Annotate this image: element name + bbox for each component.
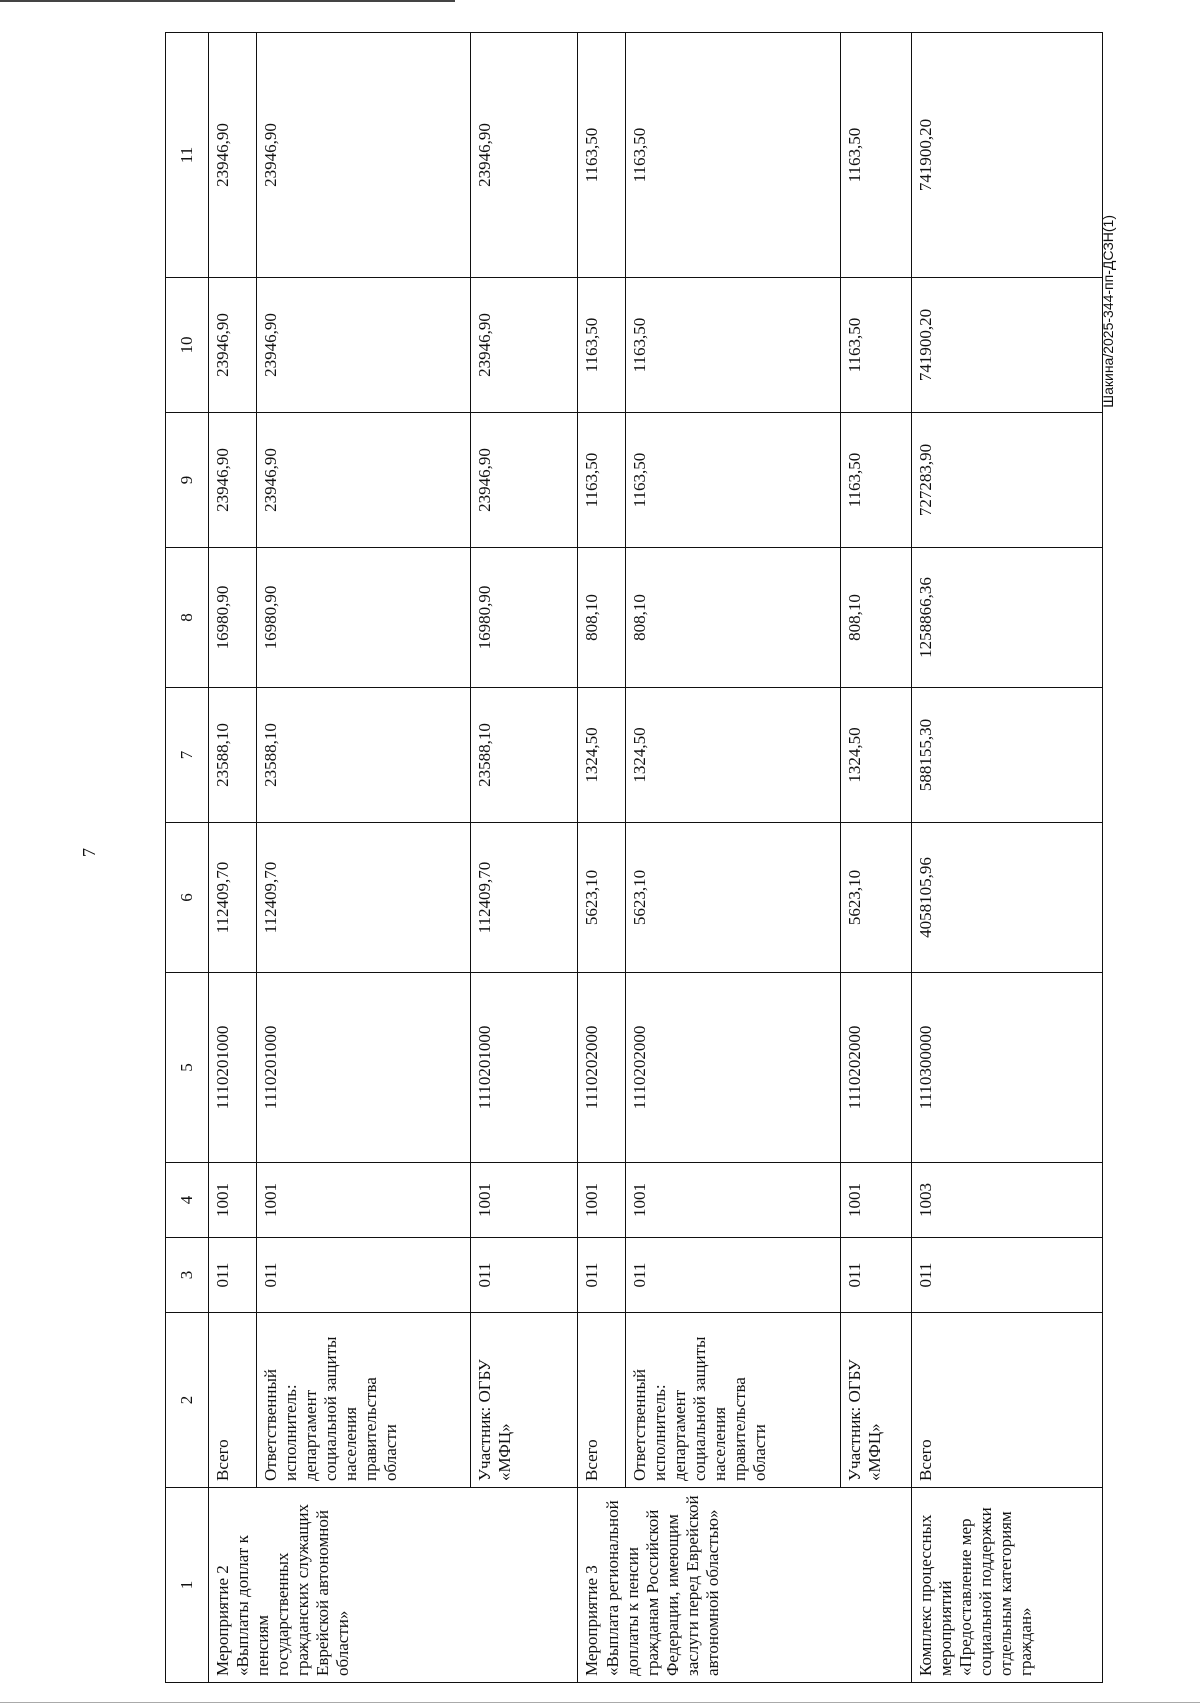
cell: 5623,10 — [578, 823, 626, 973]
cell: 23588,10 — [256, 688, 471, 823]
cell: 011 — [912, 1238, 1103, 1313]
row-label: Участник: ОГБУ «МФЦ» — [840, 1313, 912, 1488]
cell: 23946,90 — [256, 33, 471, 278]
cell: 011 — [209, 1238, 257, 1313]
cell: 011 — [471, 1238, 578, 1313]
cell: 1163,50 — [626, 278, 841, 413]
cell: 1163,50 — [578, 413, 626, 548]
cell: 5623,10 — [840, 823, 912, 973]
cell: 112409,70 — [471, 823, 578, 973]
col-header: 10 — [166, 278, 209, 413]
cell: 011 — [256, 1238, 471, 1313]
col-header: 9 — [166, 413, 209, 548]
table-row — [256, 33, 471, 1683]
cell: 741900,20 — [912, 33, 1103, 278]
cell: 1110201000 — [209, 973, 257, 1163]
cell: 1001 — [578, 1163, 626, 1238]
cell: 1163,50 — [840, 33, 912, 278]
cell: 1001 — [471, 1163, 578, 1238]
cell: 1163,50 — [626, 33, 841, 278]
row-label: Всего — [578, 1313, 626, 1488]
cell: 011 — [840, 1238, 912, 1313]
col-header: 8 — [166, 548, 209, 688]
cell: 5623,10 — [626, 823, 841, 973]
table-row — [471, 33, 578, 1683]
cell: 112409,70 — [256, 823, 471, 973]
cell: 1001 — [840, 1163, 912, 1238]
col-header: 6 — [166, 823, 209, 973]
cell: 1110300000 — [912, 973, 1103, 1163]
col-header: 4 — [166, 1163, 209, 1238]
cell: 23946,90 — [256, 278, 471, 413]
cell: 1258866,36 — [912, 548, 1103, 688]
cell: 23946,90 — [209, 278, 257, 413]
col-header: 5 — [166, 973, 209, 1163]
table-row — [912, 33, 1103, 1683]
cell: 1003 — [912, 1163, 1103, 1238]
cell: 1324,50 — [578, 688, 626, 823]
scan-edge-line — [0, 0, 455, 2]
cell: 808,10 — [626, 548, 841, 688]
cell: 1110202000 — [626, 973, 841, 1163]
row-label: Всего — [209, 1313, 257, 1488]
col-header: 2 — [166, 1313, 209, 1488]
cell: 011 — [626, 1238, 841, 1313]
event-name: Мероприятие 3 «Выплата региональной доплаты к пенсии гражданам Российской Федерации, имеющим заслуги перед Еврейской автономной областью» — [578, 1488, 912, 1683]
cell: 23946,90 — [256, 413, 471, 548]
cell: 1163,50 — [840, 278, 912, 413]
cell: 1110202000 — [840, 973, 912, 1163]
col-header: 1 — [166, 1488, 209, 1683]
cell: 16980,90 — [209, 548, 257, 688]
col-header: 11 — [166, 33, 209, 278]
row-label: Участник: ОГБУ «МФЦ» — [471, 1313, 578, 1488]
cell: 1324,50 — [840, 688, 912, 823]
scan-bottom-line — [0, 1702, 1200, 1703]
cell: 23588,10 — [209, 688, 257, 823]
col-header: 7 — [166, 688, 209, 823]
event-name: Мероприятие 2 «Выплаты доплат к пенсиям государственных гражданских служащих Еврейской автономной области» — [209, 1488, 578, 1683]
table-row — [578, 33, 626, 1683]
cell: 1163,50 — [840, 413, 912, 548]
event-name: Комплекс процессных мероприятий «Предоставление мер социальной поддержки отдельным категориям граждан» — [912, 1488, 1103, 1683]
col-header: 3 — [166, 1238, 209, 1313]
cell: 808,10 — [578, 548, 626, 688]
row-label: Ответственный исполнитель: департамент социальной защиты населения правительства области — [256, 1313, 471, 1488]
cell: 1324,50 — [626, 688, 841, 823]
cell: 1001 — [626, 1163, 841, 1238]
budget-table — [165, 32, 1103, 1683]
cell: 1110201000 — [256, 973, 471, 1163]
cell: 588155,30 — [912, 688, 1103, 823]
cell: 23946,90 — [471, 33, 578, 278]
cell: 23946,90 — [471, 278, 578, 413]
cell: 011 — [578, 1238, 626, 1313]
cell: 23946,90 — [471, 413, 578, 548]
page-number: 7 — [79, 848, 99, 857]
header-row — [166, 33, 209, 1683]
document-code: Шакина/2025-344-пп-ДСЗН(1) — [1100, 215, 1116, 408]
cell: 16980,90 — [471, 548, 578, 688]
budget-table-container — [165, 33, 1103, 1683]
table-row — [840, 33, 912, 1683]
cell: 1001 — [209, 1163, 257, 1238]
cell: 1110201000 — [471, 973, 578, 1163]
cell: 4058105,96 — [912, 823, 1103, 973]
cell: 23946,90 — [209, 33, 257, 278]
cell: 808,10 — [840, 548, 912, 688]
row-label: Ответственный исполнитель: департамент социальной защиты населения правительства области — [626, 1313, 841, 1488]
row-label: Всего — [912, 1313, 1103, 1488]
cell: 1163,50 — [578, 278, 626, 413]
cell: 727283,90 — [912, 413, 1103, 548]
table-row — [209, 33, 257, 1683]
cell: 112409,70 — [209, 823, 257, 973]
cell: 1163,50 — [578, 33, 626, 278]
table-row — [626, 33, 841, 1683]
cell: 23588,10 — [471, 688, 578, 823]
cell: 1163,50 — [626, 413, 841, 548]
cell: 1110202000 — [578, 973, 626, 1163]
cell: 16980,90 — [256, 548, 471, 688]
cell: 1001 — [256, 1163, 471, 1238]
cell: 741900,20 — [912, 278, 1103, 413]
cell: 23946,90 — [209, 413, 257, 548]
